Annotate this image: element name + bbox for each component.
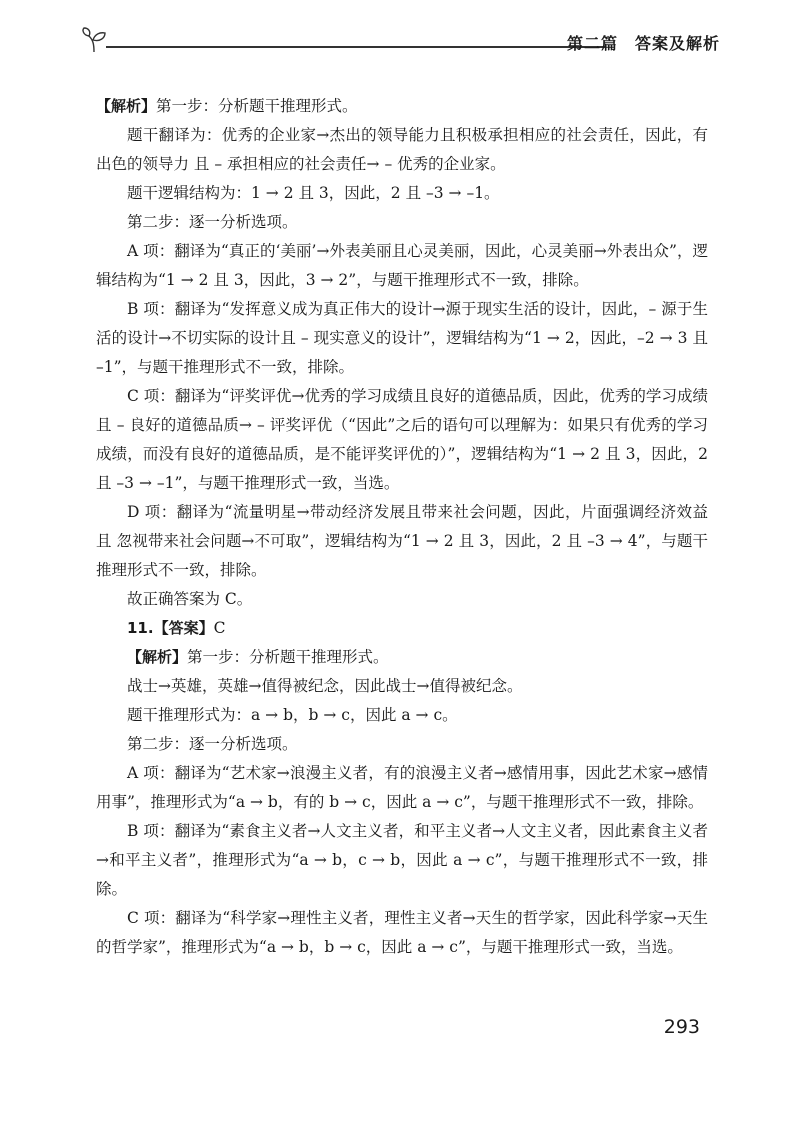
paragraph bbox=[96, 295, 708, 382]
answer-explanation-body bbox=[96, 92, 708, 962]
paragraph bbox=[96, 382, 708, 498]
section-title: 第二篇 答案及解析 bbox=[566, 34, 720, 53]
paragraph bbox=[96, 701, 708, 730]
paragraph-text: 第一步：分析题干推理形式。 bbox=[187, 648, 389, 666]
paragraph-text: 第二步：逐一分析选项。 bbox=[127, 735, 298, 753]
paragraph-text: A 项：翻译为“真正的‘美丽’→外表美丽且心灵美丽，因此，心灵美丽→外表出众”，逻辑结构为“1 → 2 且 3，因此，3 → 2”，与题干推理形式不一致，排除。 bbox=[96, 242, 708, 289]
paragraph bbox=[96, 237, 708, 295]
paragraph-text: C 项：翻译为“评奖评优→优秀的学习成绩且良好的道德品质，因此，优秀的学习成绩 且 – 良好的道德品质→ – 评奖评优（“因此”之后的语句可以理解为：如果只有优秀的学习成绩，而没有良好的道德品质，是不能评奖评优的）”，逻辑结构为“1 → 2 且 3，因此，2 且 –3 → –1”，与题干推理形式一致，当选。 bbox=[96, 387, 708, 492]
leaf-sprout-icon bbox=[80, 26, 110, 56]
paragraph-text: 第一步：分析题干推理形式。 bbox=[156, 97, 358, 115]
paragraph-text: 题干逻辑结构为：1 → 2 且 3，因此，2 且 –3 → –1。 bbox=[127, 184, 500, 202]
paragraph bbox=[96, 672, 708, 701]
header-rule bbox=[106, 46, 606, 48]
page-number: 293 bbox=[663, 1016, 700, 1038]
paragraph bbox=[96, 498, 708, 585]
paragraph-text: 题干翻译为：优秀的企业家→杰出的领导能力且积极承担相应的社会责任，因此，有出色的领导力 且 – 承担相应的社会责任→ – 优秀的企业家。 bbox=[96, 126, 708, 173]
paragraph-text: 题干推理形式为：a → b，b → c，因此 a → c。 bbox=[127, 706, 458, 724]
paragraph bbox=[96, 904, 708, 962]
paragraph bbox=[96, 208, 708, 237]
page-header bbox=[80, 22, 720, 62]
section-tag: 【解析】 bbox=[96, 97, 157, 115]
section-tag: 【解析】 bbox=[127, 648, 188, 666]
paragraph-text: 战士→英雄，英雄→值得被纪念，因此战士→值得被纪念。 bbox=[127, 677, 523, 695]
paragraph-text: B 项：翻译为“素食主义者→人文主义者，和平主义者→人文主义者，因此素食主义者→和平主义者”，推理形式为“a → b，c → b，因此 a → c”，与题干推理形式不一致，排除。 bbox=[96, 822, 708, 898]
paragraph bbox=[96, 585, 708, 614]
paragraph bbox=[96, 643, 708, 672]
paragraph bbox=[96, 817, 708, 904]
paragraph bbox=[96, 730, 708, 759]
section-tag: 11.【答案】 bbox=[127, 619, 214, 637]
paragraph-text: C bbox=[213, 619, 226, 637]
paragraph-text: 第二步：逐一分析选项。 bbox=[127, 213, 298, 231]
paragraph-text: C 项：翻译为“科学家→理性主义者，理性主义者→天生的哲学家，因此科学家→天生的哲学家”，推理形式为“a → b，b → c，因此 a → c”，与题干推理形式一致，当选。 bbox=[96, 909, 708, 956]
paragraph-text: B 项：翻译为“发挥意义成为真正伟大的设计→源于现实生活的设计，因此，– 源于生活的设计→不切实际的设计且 – 现实意义的设计”，逻辑结构为“1 → 2，因此，–2 → 3 且 –1”，与题干推理形式不一致，排除。 bbox=[96, 300, 708, 376]
paragraph-text: A 项：翻译为“艺术家→浪漫主义者，有的浪漫主义者→感情用事，因此艺术家→感情用事”，推理形式为“a → b，有的 b → c，因此 a → c”，与题干推理形式不一致，排除。 bbox=[96, 764, 708, 811]
paragraph bbox=[96, 759, 708, 817]
paragraph bbox=[96, 614, 708, 643]
paragraph bbox=[96, 179, 708, 208]
paragraph bbox=[96, 121, 708, 179]
paragraph-text: D 项：翻译为“流量明星→带动经济发展且带来社会问题，因此，片面强调经济效益 且 忽视带来社会问题→不可取”，逻辑结构为“1 → 2 且 3，因此，2 且 –3 → 4”，与题干推理形式不一致，排除。 bbox=[96, 503, 708, 579]
paragraph bbox=[96, 92, 708, 121]
paragraph-text: 故正确答案为 C。 bbox=[127, 590, 253, 608]
